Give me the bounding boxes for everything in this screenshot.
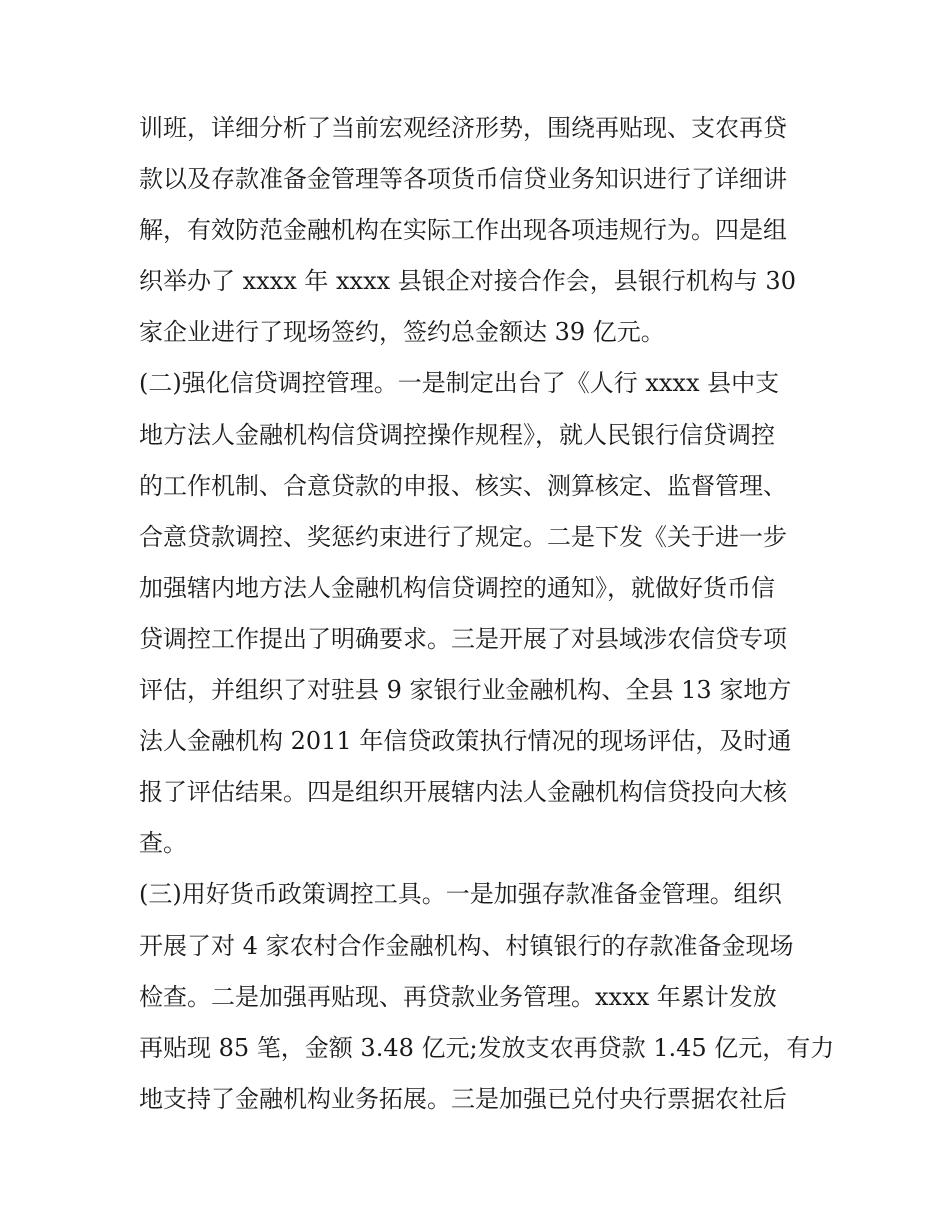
text-line: 解，有效防范金融机构在实际工作出现各项违规行为。四是组 xyxy=(139,216,787,245)
text-line: 织举办了 xxxx 年 xxxx 县银企对接合作会，县银行机构与 30 xyxy=(139,267,796,296)
text-line: 家企业进行了现场签约，签约总金额达 39 亿元。 xyxy=(139,318,665,347)
text-line: 检查。二是加强再贴现、再贷款业务管理。xxxx 年累计发放 xyxy=(139,982,777,1011)
body-text xyxy=(139,103,835,1125)
text-line: 加强辖内地方法人金融机构信贷调控的通知》，就做好货币信 xyxy=(139,573,775,602)
text-line: 贷调控工作提出了明确要求。三是开展了对县域涉农信贷专项 xyxy=(139,624,787,653)
text-line: 合意贷款调控、奖惩约束进行了规定。二是下发《关于进一步 xyxy=(139,522,787,551)
section-heading-line: (二)强化信贷调控管理。一是制定出台了《人行 xxxx 县中支 xyxy=(139,369,780,398)
text-line: 法人金融机构 2011 年信贷政策执行情况的现场评估，及时通 xyxy=(139,727,792,756)
text-line: 款以及存款准备金管理等各项货币信贷业务知识进行了详细讲 xyxy=(139,165,787,194)
section-heading-line: (三)用好货币政策调控工具。一是加强存款准备金管理。组织 xyxy=(139,880,782,909)
text-line: 报了评估结果。四是组织开展辖内法人金融机构信贷投向大核 xyxy=(139,778,787,807)
text-line: 训班，详细分析了当前宏观经济形势，围绕再贴现、支农再贷 xyxy=(139,114,787,142)
text-line: 查。 xyxy=(139,829,187,858)
text-line: 的工作机制、合意贷款的申报、核实、测算核定、监督管理、 xyxy=(139,471,787,500)
text-line: 地支持了金融机构业务拓展。三是加强已兑付央行票据农社后 xyxy=(139,1084,787,1113)
text-line: 开展了对 4 家农村合作金融机构、村镇银行的存款准备金现场 xyxy=(139,931,794,960)
text-line: 地方法人金融机构信贷调控操作规程》，就人民银行信贷调控 xyxy=(139,420,775,449)
text-line: 再贴现 85 笔，金额 3.48 亿元;发放支农再贷款 1.45 亿元，有力 xyxy=(139,1033,835,1062)
text-line: 评估，并组织了对驻县 9 家银行业金融机构、全县 13 家地方 xyxy=(139,676,792,705)
